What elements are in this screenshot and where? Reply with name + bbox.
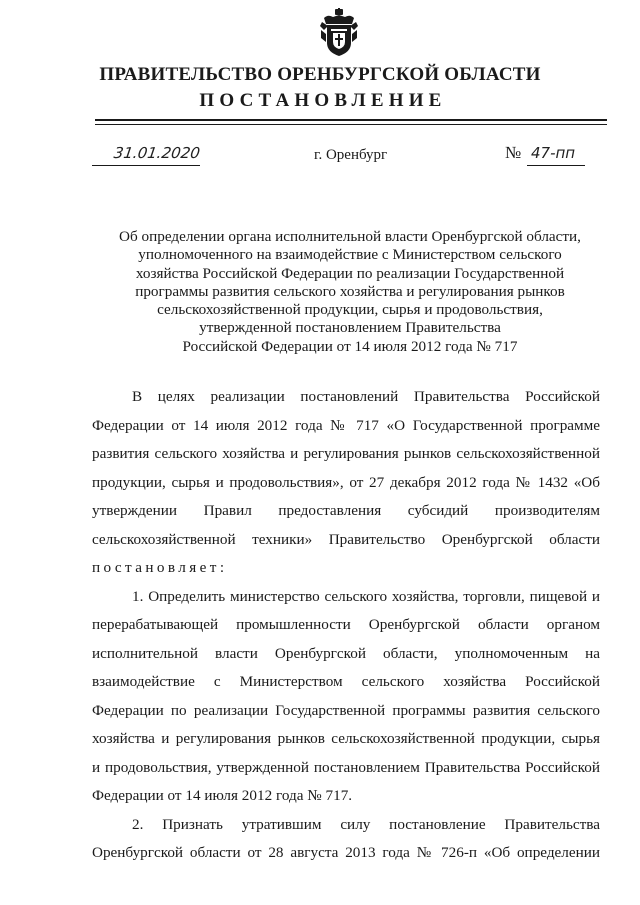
city-label: г. Оренбург <box>314 147 388 163</box>
heading-line: уполномоченного на взаимодействие с Министерством сельского <box>138 246 562 264</box>
heading-line: Российской Федерации от 14 июля 2012 года № 717 <box>182 337 518 355</box>
document-number: 47-пп <box>531 144 576 162</box>
body-line: Федерации по реализации Государственной программы развития сельского <box>92 701 600 719</box>
document-heading <box>110 228 590 356</box>
coat-of-arms-emblem <box>318 8 360 58</box>
body-line: продукции, сырья и продовольствия», от 27 декабря 2012 года № 1432 «Об <box>92 473 600 491</box>
body-line: постановляет: <box>92 559 228 576</box>
body-line: В целях реализации постановлений Правительства Российской <box>132 388 600 405</box>
header-rule-thin <box>95 124 607 125</box>
body-line: Оренбургской области от 28 августа 2013 года № 726-п «Об определении <box>92 844 600 861</box>
header-rule-thick <box>95 119 607 121</box>
body-line: 1. Определить министерство сельского хозяйства, торговли, пищевой и <box>132 587 600 605</box>
body-line: хозяйства и регулирования рынков сельскохозяйственной продукции, сырья <box>92 730 600 747</box>
heading-line: утвержденной постановлением Правительства <box>199 319 501 337</box>
body-line: перерабатывающей промышленности Оренбургской области органом <box>92 616 600 633</box>
date-field <box>92 143 200 166</box>
heading-line: программы развития сельского хозяйства и регулирования рынков <box>135 282 565 300</box>
body-line: и продовольствия, утвержденной постановлением Правительства Российской <box>92 758 600 776</box>
heading-line: Об определении органа исполнительной власти Оренбургской области, <box>119 228 581 245</box>
number-field <box>527 143 585 166</box>
body-line: исполнительной власти Оренбургской области, уполномоченным на <box>92 644 600 662</box>
body-line: 2. Признать утратившим силу постановление Правительства <box>132 815 600 833</box>
document-type-title: ПОСТАНОВЛЕНИЕ <box>199 90 447 111</box>
paragraph-item-2 <box>92 811 600 868</box>
body-line: развития сельского хозяйства и регулирования рынков сельскохозяйственной <box>92 445 600 462</box>
paragraph-preamble <box>92 383 600 583</box>
heading-line: хозяйства Российской Федерации по реализации Государственной <box>135 264 565 282</box>
heading-line: сельскохозяйственной продукции, сырья и продовольствия, <box>157 301 543 319</box>
body-line: утверждении Правил предоставления субсидий производителям <box>92 502 600 519</box>
body-line: сельскохозяйственной техники» Правительство Оренбургской области <box>92 530 600 548</box>
number-sign: № <box>505 143 522 162</box>
body-line: Федерации от 14 июля 2012 года № 717 «О Государственной программе <box>92 416 600 434</box>
document-body <box>92 383 600 868</box>
document-date: 31.01.2020 <box>112 144 202 162</box>
paragraph-item-1 <box>92 583 600 811</box>
body-line: Федерации от 14 июля 2012 года № 717. <box>92 787 353 804</box>
government-title: ПРАВИТЕЛЬСТВО ОРЕНБУРГСКОЙ ОБЛАСТИ <box>99 64 541 85</box>
body-line: взаимодействие с Министерством сельского хозяйства Российской <box>92 673 600 690</box>
